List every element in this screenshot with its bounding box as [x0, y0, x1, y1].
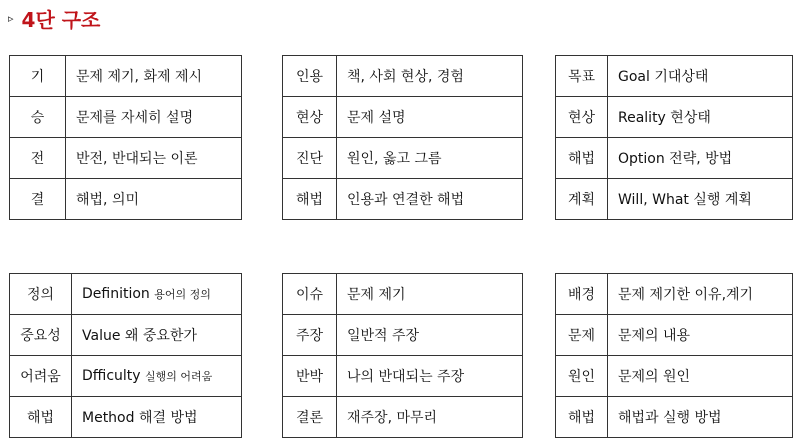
- row-key: 주장: [283, 315, 337, 356]
- row-value-text: Value 왜 중요한가: [82, 328, 197, 344]
- row-value-text: 문제 제기한 이유,계기: [618, 287, 754, 303]
- table-row: [283, 97, 523, 138]
- structure-table-1: [9, 55, 242, 220]
- structure-table-6: [555, 273, 793, 438]
- row-value-text: 원인, 옳고 그름: [347, 151, 442, 167]
- title-text: 4단 구조: [21, 7, 101, 32]
- row-value: [72, 356, 242, 397]
- row-value-text: Option 전략, 방법: [618, 151, 733, 167]
- table-row: [556, 56, 793, 97]
- row-key: 중요성: [10, 315, 72, 356]
- table-row: [10, 315, 242, 356]
- table-row: [10, 397, 242, 438]
- table-row: [10, 56, 242, 97]
- row-key: 어려움: [10, 356, 72, 397]
- row-value: [337, 274, 523, 315]
- table-row: [283, 397, 523, 438]
- row-key: 결론: [283, 397, 337, 438]
- table-row: [283, 274, 523, 315]
- table-row: [556, 138, 793, 179]
- row-value-text: 문제의 내용: [618, 328, 691, 344]
- row-value-text: Goal 기대상태: [618, 69, 709, 85]
- row-value: [72, 274, 242, 315]
- row-value: [608, 356, 793, 397]
- row-key: 해법: [556, 397, 608, 438]
- row-value-text: 해법, 의미: [76, 192, 139, 208]
- row-key: 진단: [283, 138, 337, 179]
- row-value-text: 반전, 반대되는 이론: [76, 151, 198, 167]
- row-value: [337, 138, 523, 179]
- structure-table-4: [9, 273, 242, 438]
- structure-table-5: [282, 273, 523, 438]
- table-row: [283, 356, 523, 397]
- row-value: [608, 56, 793, 97]
- row-key: 이슈: [283, 274, 337, 315]
- row-value-text: 재주장, 마무리: [347, 410, 438, 426]
- row-value: [608, 179, 793, 220]
- row-value: [608, 274, 793, 315]
- row-value: [608, 138, 793, 179]
- row-value-text: Will, What 실행 계획: [618, 192, 752, 208]
- triangle-bullet-icon: ▹: [8, 11, 14, 25]
- row-key: 현상: [556, 97, 608, 138]
- row-value-text: 문제 제기, 화제 제시: [76, 69, 202, 85]
- row-value-text: Method 해결 방법: [82, 410, 198, 426]
- row-key: 계획: [556, 179, 608, 220]
- row-value: [337, 97, 523, 138]
- row-key: 현상: [283, 97, 337, 138]
- row-key: 해법: [10, 397, 72, 438]
- row-value-text: 나의 반대되는 주장: [347, 369, 465, 385]
- row-value: [72, 315, 242, 356]
- row-value: [66, 179, 242, 220]
- row-key: 해법: [556, 138, 608, 179]
- row-key: 반박: [283, 356, 337, 397]
- row-value: [66, 138, 242, 179]
- table-row: [556, 397, 793, 438]
- table-row: [556, 356, 793, 397]
- row-value: [608, 97, 793, 138]
- row-key: 배경: [556, 274, 608, 315]
- row-value: [337, 356, 523, 397]
- table-row: [10, 274, 242, 315]
- row-value: [337, 179, 523, 220]
- row-value-text: 책, 사회 현상, 경험: [347, 69, 464, 85]
- row-key: 결: [10, 179, 66, 220]
- row-key: 인용: [283, 56, 337, 97]
- structure-table-2: [282, 55, 523, 220]
- row-value-text: 해법과 실행 방법: [618, 410, 722, 426]
- row-value: [608, 315, 793, 356]
- row-value: [66, 97, 242, 138]
- row-value-text: Reality 현상태: [618, 110, 711, 126]
- row-value-text: 일반적 주장: [347, 328, 420, 344]
- row-value: [337, 315, 523, 356]
- row-value: [608, 397, 793, 438]
- row-key: 승: [10, 97, 66, 138]
- row-value-note: 실행의 어려움: [145, 370, 213, 383]
- table-row: [283, 179, 523, 220]
- table-row: [556, 97, 793, 138]
- row-key: 문제: [556, 315, 608, 356]
- row-value-text: 인용과 연결한 해법: [347, 192, 465, 208]
- row-key: 기: [10, 56, 66, 97]
- row-value: [66, 56, 242, 97]
- row-value: [337, 397, 523, 438]
- row-value-text: 문제의 원인: [618, 369, 691, 385]
- table-row: [556, 179, 793, 220]
- row-value-text: 문제 설명: [347, 110, 406, 126]
- table-row: [283, 315, 523, 356]
- row-value-text: Definition: [82, 286, 155, 302]
- row-value-note: 용어의 정의: [154, 288, 211, 301]
- row-key: 목표: [556, 56, 608, 97]
- table-row: [10, 179, 242, 220]
- table-row: [283, 138, 523, 179]
- table-row: [556, 274, 793, 315]
- table-row: [10, 356, 242, 397]
- row-value-text: 문제 제기: [347, 287, 406, 303]
- row-value: [337, 56, 523, 97]
- table-row: [556, 315, 793, 356]
- table-row: [283, 56, 523, 97]
- table-row: [10, 97, 242, 138]
- row-value-text: 문제를 자세히 설명: [76, 110, 194, 126]
- table-row: [10, 138, 242, 179]
- row-key: 정의: [10, 274, 72, 315]
- structure-table-3: [555, 55, 793, 220]
- row-value-text: Dfficulty: [82, 368, 145, 384]
- row-key: 해법: [283, 179, 337, 220]
- row-key: 원인: [556, 356, 608, 397]
- page-title: [8, 4, 100, 32]
- row-key: 전: [10, 138, 66, 179]
- row-value: [72, 397, 242, 438]
